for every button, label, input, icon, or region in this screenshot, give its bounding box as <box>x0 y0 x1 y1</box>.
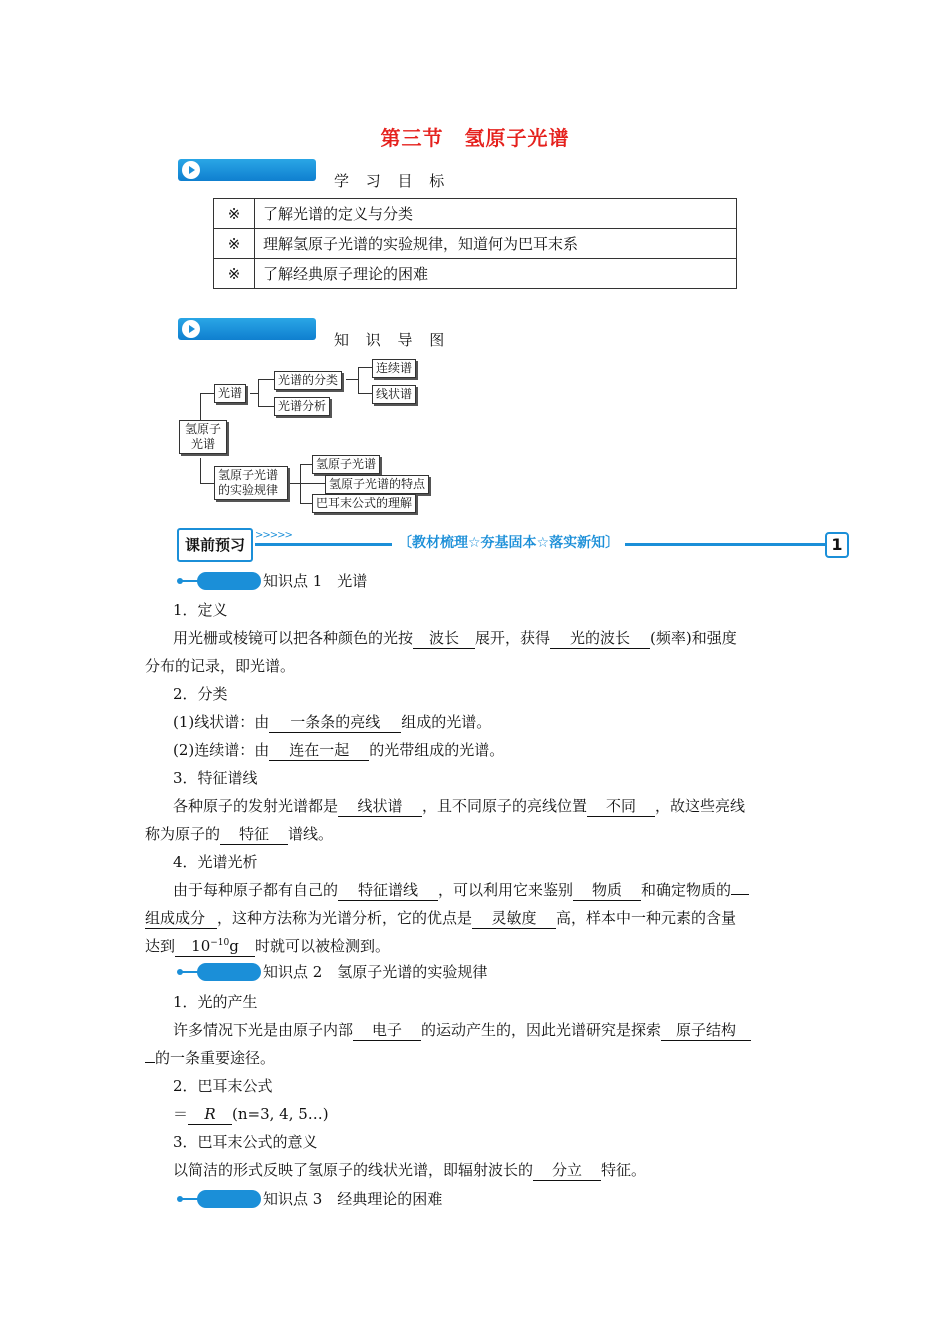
map-node-classification: 光谱的分类 <box>274 371 342 390</box>
map-node-balmer: 巴耳末公式的理解 <box>312 494 416 513</box>
text: 由于每种原子都有自己的 <box>173 881 339 899</box>
text: (n=3, 4, 5…) <box>232 1105 329 1123</box>
kp3-title: 知识点 3 经典理论的困难 <box>263 1190 443 1208</box>
text: 分布的记录，即光谱。 <box>145 657 296 675</box>
section-number-badge: 1 <box>825 532 849 558</box>
map-node-line: 线状谱 <box>372 385 416 404</box>
blank-answer: 线状谱 <box>338 796 422 817</box>
text: 特征。 <box>601 1161 647 1179</box>
text: 许多情况下光是由原子内部 <box>173 1021 354 1039</box>
pill-badge <box>197 572 261 590</box>
blank-answer: 物质 <box>573 880 641 901</box>
blank-answer: 波长 <box>413 628 475 649</box>
blank-answer: 连在一起 <box>269 740 369 761</box>
text: (频率)和强度 <box>650 629 737 647</box>
goal-mark: ※ <box>214 199 255 229</box>
blank-answer: 一条条的亮线 <box>269 712 401 733</box>
blank-answer: 电子 <box>353 1020 421 1041</box>
text: 称为原子的 <box>145 825 221 843</box>
map-node-spectrum: 光谱 <box>214 384 246 403</box>
kp2-subheading-light: 1．光的产生 <box>173 993 258 1011</box>
map-node-analysis: 光谱分析 <box>274 397 330 416</box>
blank-answer: 组成成分 <box>145 908 217 929</box>
map-heading: 知 识 导 图 <box>334 331 451 349</box>
text: ＝ <box>173 1105 189 1123</box>
text: 的光带组成的光谱。 <box>369 741 505 759</box>
text: 达到 <box>145 937 176 955</box>
map-node-root: 氢原子光谱 <box>179 420 227 454</box>
text: ，可以利用它来鉴别 <box>438 881 574 899</box>
goal-mark: ※ <box>214 259 255 289</box>
kp2-subheading-balmer: 2．巴耳末公式 <box>173 1077 273 1095</box>
text: ，这种方法称为光谱分析，它的优点是 <box>217 909 473 927</box>
blank-answer <box>175 933 255 957</box>
text: 时就可以被检测到。 <box>255 937 391 955</box>
blank-answer: 分立 <box>533 1160 601 1181</box>
blank-answer: 不同 <box>587 796 655 817</box>
text: 各种原子的发射光谱都是 <box>173 797 339 815</box>
text: 的一条重要途径。 <box>155 1049 276 1067</box>
kp1-subheading-analysis: 4．光谱光析 <box>173 853 258 871</box>
blank-answer: 光的波长 <box>550 628 650 649</box>
text: (2)连续谱：由 <box>173 741 270 759</box>
text: 用光栅或棱镜可以把各种颜色的光按 <box>173 629 414 647</box>
pill-badge <box>197 1190 261 1208</box>
kp2-title: 知识点 2 氢原子光谱的实验规律 <box>263 963 488 981</box>
knowledge-point-2-heading <box>177 963 677 985</box>
text: 以简洁的形式反映了氢原子的线状光谱，即辐射波长的 <box>173 1161 534 1179</box>
preview-label: 课前预习 <box>177 528 253 562</box>
goal-text: 理解氢原子光谱的实验规律，知道何为巴耳末系 <box>255 229 737 259</box>
blank-answer: R <box>188 1104 232 1125</box>
blank-answer: 特征 <box>220 824 288 845</box>
knowledge-point-1-heading <box>177 572 577 594</box>
text: −10 <box>210 938 230 948</box>
text: 高，样本中一种元素的含量 <box>556 909 737 927</box>
blank-answer: 灵敏度 <box>472 908 556 929</box>
kp2-subheading-meaning: 3．巴耳末公式的意义 <box>173 1133 318 1151</box>
text: 和确定物质的 <box>641 881 732 899</box>
text: (1)线状谱：由 <box>173 713 270 731</box>
arrows-icon: >>>>> <box>255 530 292 541</box>
text: 组成的光谱。 <box>401 713 492 731</box>
map-node-hspec: 氢原子光谱 <box>312 455 380 474</box>
kp1-subheading-classification: 2．分类 <box>173 685 228 703</box>
text: g <box>229 937 239 955</box>
text: ，故这些亮线 <box>655 797 746 815</box>
preview-subtitle: 〔教材梳理☆夯基固本☆落实新知〕 <box>392 532 625 552</box>
preview-header <box>177 524 849 560</box>
pill-badge <box>197 963 261 981</box>
text: 谱线。 <box>288 825 334 843</box>
goals-heading: 学 习 目 标 <box>334 172 451 190</box>
goal-text: 了解经典原子理论的困难 <box>255 259 737 289</box>
knowledge-map <box>0 0 950 520</box>
goal-mark: ※ <box>214 229 255 259</box>
text: 展开，获得 <box>475 629 551 647</box>
text: 10 <box>191 937 211 955</box>
kp1-subheading-feature-lines: 3．特征谱线 <box>173 769 258 787</box>
kp1-subheading-definition: 1．定义 <box>173 601 228 619</box>
blank-answer: 特征谱线 <box>338 880 438 901</box>
knowledge-point-3-heading <box>177 1190 677 1212</box>
text: ，且不同原子的亮线位置 <box>422 797 588 815</box>
text: 的运动产生的，因此光谱研究是探索 <box>421 1021 662 1039</box>
blank-answer: 原子结构 <box>661 1020 751 1041</box>
map-node-law: 氢原子光谱的实验规律 <box>214 466 288 500</box>
map-node-continuous: 连续谱 <box>372 359 416 378</box>
goal-text: 了解光谱的定义与分类 <box>255 199 737 229</box>
kp1-title: 知识点 1 光谱 <box>263 572 368 590</box>
page-title: 第三节 氢原子光谱 <box>380 126 570 150</box>
map-node-features: 氢原子光谱的特点 <box>325 475 429 494</box>
